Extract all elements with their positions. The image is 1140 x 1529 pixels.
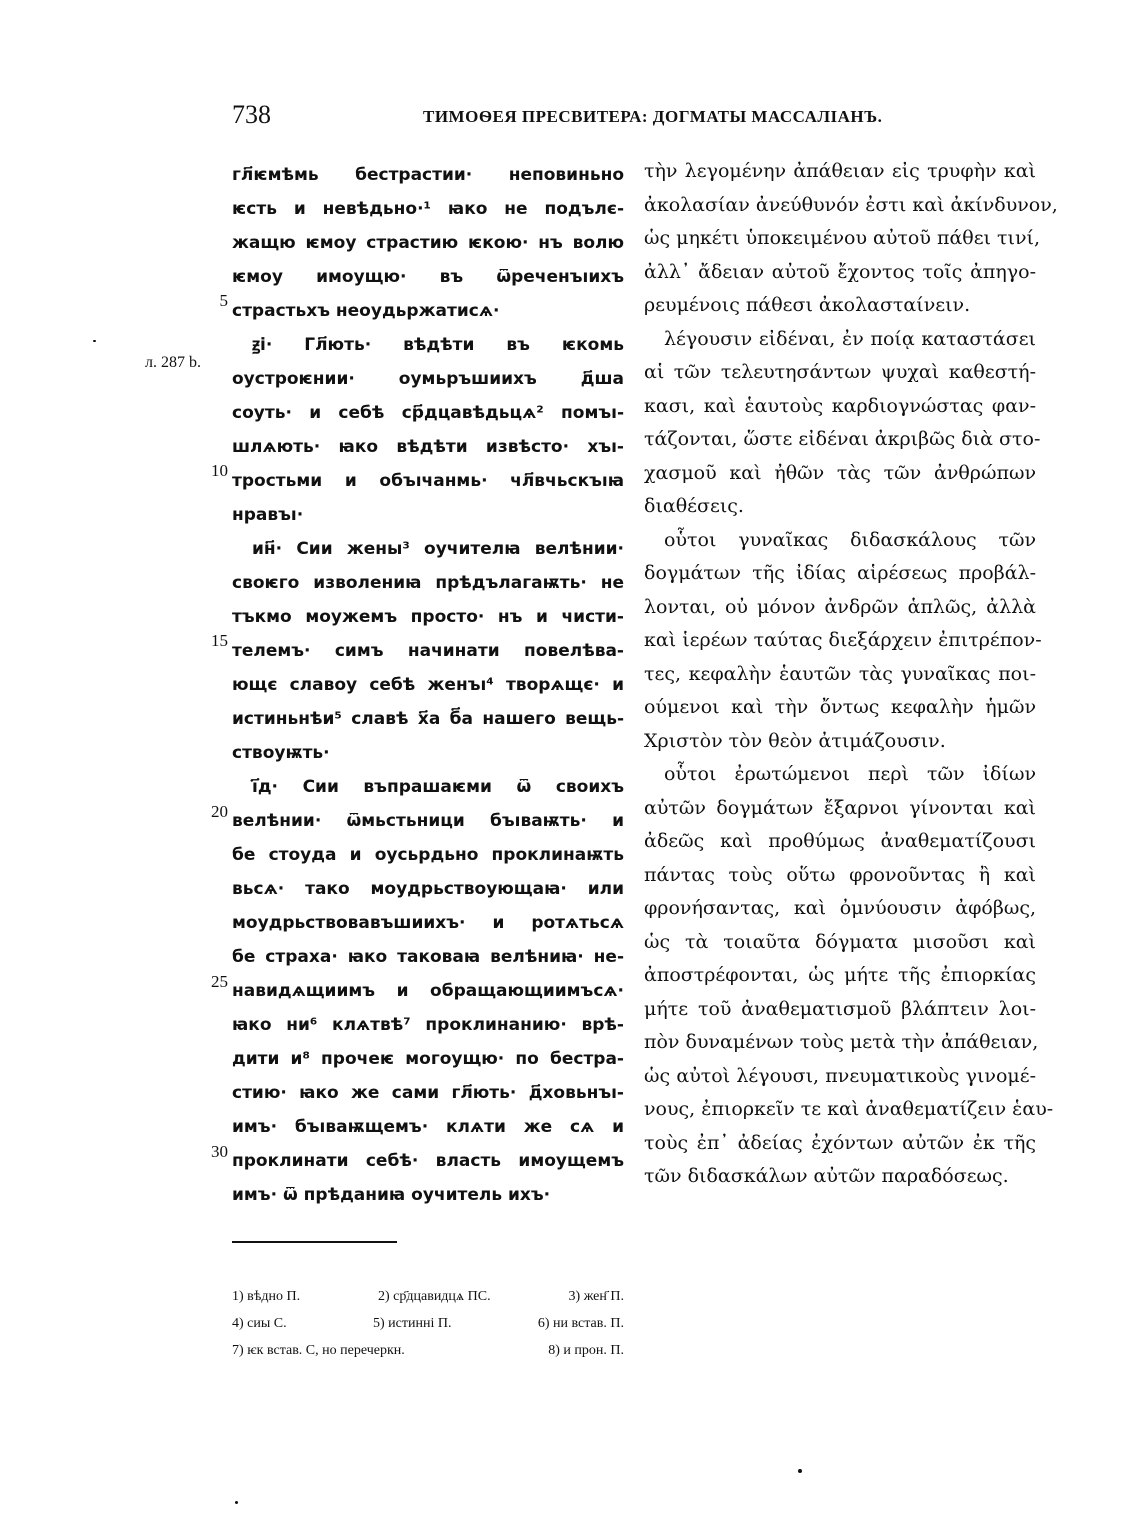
greek-line: διαθέσεις. [644, 495, 744, 517]
page-number: 738 [232, 100, 271, 129]
slavonic-line: ꙗко ни⁶ клѧтвѣ⁷ проклинанию· врѣ- [232, 1015, 624, 1035]
slavonic-line: і҃д· Сии въпрашаѥми ѿ своихъ [252, 777, 624, 797]
footnotes [232, 1283, 624, 1364]
footnote: 4) сиы С. [232, 1316, 287, 1331]
slavonic-line: своѥго изволениꙗ прѣдълагаѭть· не [232, 573, 624, 593]
slavonic-line: дити и⁸ прочеѥ могоущю· по бестра- [232, 1049, 624, 1069]
footnote: 5) истинні П. [373, 1316, 452, 1331]
slavonic-line: ѥсть и невѣдьно·¹ ꙗко не подълє- [232, 199, 624, 219]
greek-line: ὡς αὐτοὶ λέγουσι, πνευματικοὺς γινομέ- [644, 1064, 1036, 1087]
footnote: 2) ср҃дцавидцѧ ПС. [378, 1289, 491, 1304]
greek-line: ἀκολασίαν ἀνεύθυνόν ἐστι καὶ ἀκίνδυνον, [644, 193, 1058, 216]
greek-line: δογμάτων τῆς ἰδίας αἱρέσεως προβάλ- [644, 562, 1036, 584]
footnote: 7) ѥк встав. С, но перечеркн. [232, 1343, 405, 1358]
line-number-15: 15 [211, 631, 228, 650]
line-number-5: 5 [219, 291, 228, 310]
slavonic-line: гл҃ѥмѣмь бестрастии· неповиньно [232, 165, 624, 185]
slavonic-line: проклинати себѣ· власть имоущемъ [232, 1151, 624, 1171]
greek-line: τὴν λεγομένην ἀπάθειαν εἰς τρυφὴν καὶ [644, 160, 1036, 182]
slavonic-line: имъ· бъıваѭщемъ· клѧти же сѧ и [232, 1117, 624, 1137]
greek-line: καὶ ἱερέων ταύτας διεξάρχειν ἐπιτρέπον- [644, 629, 1042, 651]
slavonic-line: ѥмоу имоущю· въ ѿреченъıихъ [232, 267, 624, 287]
slavonic-line: велѣнии· ѿмьстьници бъıваѭть· и [232, 811, 624, 831]
greek-line: χασμοῦ καὶ ἠθῶν τὰς τῶν ἀνθρώπων [644, 461, 1036, 484]
greek-line: οὗτοι γυναῖκας διδασκάλους τῶν [664, 528, 1036, 551]
scan-speck [798, 1469, 802, 1473]
greek-line: αὐτῶν δογμάτων ἔξαρνοι γίνονται καὶ [644, 796, 1036, 819]
slavonic-line: ин҃· Сии жены³ оучителꙗ велѣнии· [252, 539, 624, 559]
greek-line: Χριστὸν τὸν θεὸν ἀτιμάζουσιν. [644, 729, 946, 752]
greek-line: ἀδεῶς καὶ προθύμως ἀναθεματίζουσι [644, 830, 1036, 852]
slavonic-line: стию· ꙗко же сами гл҃ють· д҃ховьнъı- [232, 1083, 624, 1103]
greek-line: λέγουσιν εἰδέναι, ἐν ποίᾳ καταστάσει [664, 327, 1036, 350]
slavonic-line: телемъ· симъ начинати повелѣва- [232, 641, 624, 661]
greek-line: ἀλλ᾽ ἄδειαν αὐτοῦ ἔχοντος τοῖς ἀπηγο- [644, 260, 1036, 283]
footnote-row [232, 1337, 624, 1364]
greek-line: ούμενοι καὶ τὴν ὄντως κεφαλὴν ἡμῶν [644, 696, 1036, 718]
greek-line: πάντας τοὺς οὕτω φρονοῦντας ἢ καὶ [644, 863, 1036, 886]
running-title: ТИМОѲЕЯ ПРЕСВИТЕРА: ДОГМАТЫ МАССАЛІАНЪ. [423, 107, 883, 126]
greek-line: μήτε τοῦ ἀναθεματισμοῦ βλάπτειν λοι- [644, 997, 1036, 1020]
greek-column [644, 155, 1058, 1194]
slavonic-line: ющє славоу себѣ женъı⁴ творѧщє· и [232, 675, 624, 695]
greek-line: πὸν δυναμένων τοὺς μετὰ τὴν ἀπάθειαν, [644, 1031, 1039, 1053]
line-number-30: 30 [211, 1142, 228, 1161]
slavonic-line: оустроѥнии· оумьръшиихъ д҃ша [232, 369, 624, 389]
slavonic-line: бе страха· ꙗко таковаꙗ велѣниꙗ· не- [232, 947, 624, 967]
greek-line: φρονήσαντας, καὶ ὀμνύουσιν ἀφόβως, [644, 897, 1036, 919]
slavonic-line: вьсѧ· тако моудрьствоующаꙗ· или [232, 879, 624, 899]
footnote-divider [232, 1241, 397, 1243]
greek-line: λονται, οὐ μόνον ἀνδρῶν ἁπλῶς, ἀλλὰ [644, 595, 1036, 618]
greek-line: τῶν διδασκάλων αὐτῶν παραδόσεως. [644, 1165, 1009, 1187]
slavonic-line: ꙃі· Гл҃ють· вѣдѣти въ ѥкомь [252, 335, 624, 355]
greek-line: οὗτοι ἐρωτώμενοι περὶ τῶν ἰδίων [664, 763, 1036, 785]
greek-line: κασι, καὶ ἑαυτοὺς καρδιογνώστας φαν- [644, 394, 1036, 417]
slavonic-line: нравъı· [232, 505, 304, 525]
slavonic-line: жащю ѥмоу страстию ѥкою· нъ волю [232, 233, 624, 253]
greek-line: ὡς τὰ τοιαῦτα δόγματα μισοῦσι καὶ [644, 930, 1036, 953]
margin-folio-note: л. 287 b. [145, 354, 201, 371]
greek-line: ἀποστρέφονται, ὡς μήτε τῆς ἐπιορκίας [644, 964, 1036, 986]
church-slavonic-column [232, 158, 624, 1212]
line-number-20: 20 [211, 802, 228, 821]
slavonic-line: страстьхъ неоудьржатисѧ· [232, 301, 500, 321]
slavonic-line: тъкмо моужемъ просто· нъ и чисти- [232, 607, 624, 627]
greek-line: τάζονται, ὥστε εἰδέναι ἀκριβῶς διὰ στο- [644, 428, 1041, 450]
slavonic-line: навидѧщиимъ и обращающиимъсѧ· [232, 981, 624, 1001]
slavonic-line: соуть· и себѣ ср҃дцавѣдьцѧ² помъı- [232, 403, 624, 423]
footnote-row [232, 1310, 624, 1337]
slavonic-line: шлѧють· ꙗко вѣдѣти извѣсто· хъı- [232, 437, 624, 457]
scan-speck [235, 1501, 238, 1504]
slavonic-line: имъ· ѿ прѣданиꙗ оучитель ихъ· [232, 1185, 551, 1205]
greek-line: τοὺς ἐπ᾽ ἀδείας ἐχόντων αὐτῶν ἐκ τῆς [644, 1131, 1036, 1154]
slavonic-line: моудрьствовавъшиихъ· и ротѧтьсѧ [232, 913, 624, 933]
greek-line: αἱ τῶν τελευτησάντων ψυχαὶ καθεστή- [644, 361, 1036, 383]
greek-line: τες, κεφαλὴν ἑαυτῶν τὰς γυναῖκας ποι- [644, 662, 1036, 685]
footnote: 3) жен҃ П. [568, 1289, 624, 1304]
footnote-row [232, 1283, 624, 1310]
scan-speck [93, 340, 96, 342]
line-number-25: 25 [211, 972, 228, 991]
footnote: 1) вѣдно П. [232, 1289, 301, 1304]
footnote: 6) ни встав. П. [537, 1316, 624, 1331]
slavonic-line: истиньнѣи⁵ славѣ х҃а б҃а нашего вещь- [232, 709, 624, 729]
slavonic-line: бе стоуда и оусьрдьно проклинаѭть [232, 845, 624, 865]
line-number-10: 10 [211, 461, 228, 480]
slavonic-line: ствоуѭть· [232, 743, 330, 763]
slavonic-line: тростьми и объıчанмь· чл҃вчьскъıꙗ [232, 471, 624, 491]
greek-line: ρευμένοις πάθεσι ἀκολασταίνειν. [644, 294, 971, 316]
greek-line: ὡς μηκέτι ὑποκειμένου αὐτοῦ πάθει τινί, [644, 227, 1041, 249]
greek-line: νους, ἐπιορκεῖν τε καὶ ἀναθεματίζειν ἑαυ- [644, 1098, 1054, 1120]
footnote: 8) и прон. П. [548, 1343, 624, 1358]
